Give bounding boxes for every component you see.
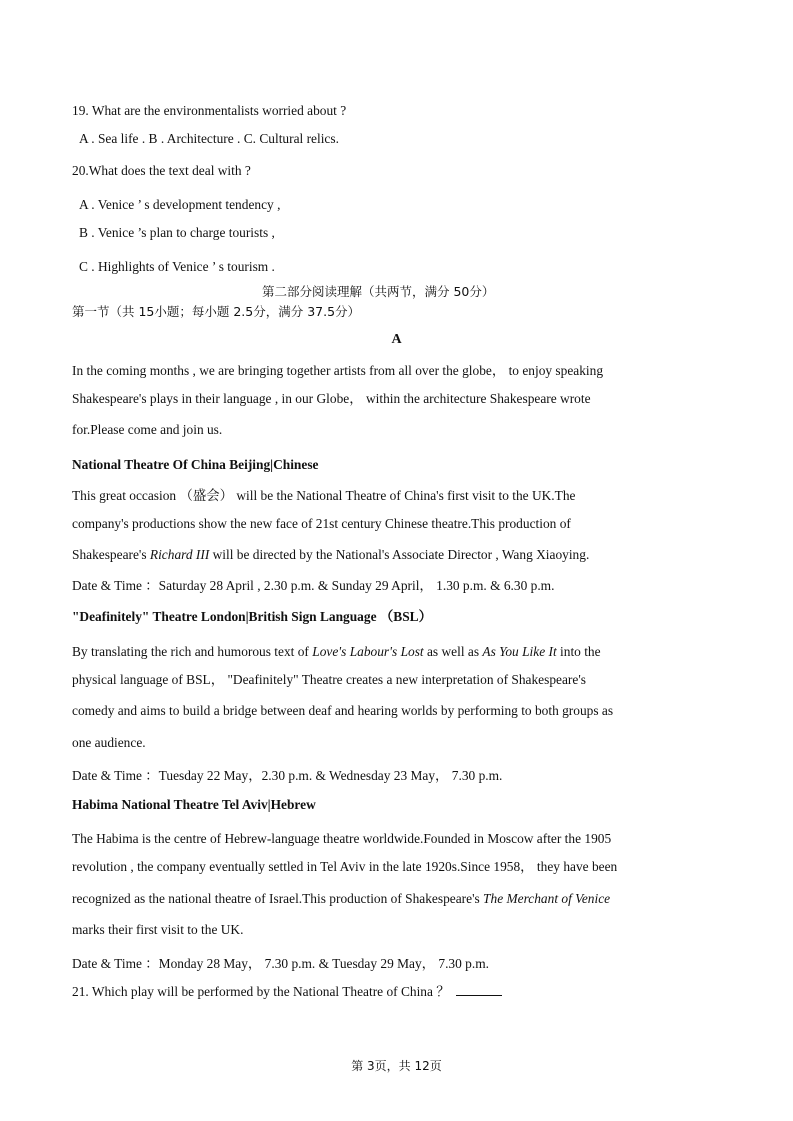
habima-line-1: The Habima is the centre of Hebrew-language theatre worldwide.Founded in Moscow after the 1905 <box>72 831 612 846</box>
question-19-stem: 19. What are the environmentalists worried about ? <box>72 103 347 118</box>
play-merchant-of-venice: The Merchant of Venice <box>483 891 611 906</box>
section-1-title: 第一节（共 15小题；每小题 2.5分，满分 37.5分） <box>72 304 361 319</box>
part-2-title: 第二部分阅读理解（共两节，满分 50分） <box>262 284 495 299</box>
habima-line-2: revolution , the company eventually settled in Tel Aviv in the late 1920s.Since 1958， they have been <box>72 859 618 874</box>
page-footer: 第 3页，共 12页 <box>351 1059 442 1073</box>
deaf-line-1-pre: By translating the rich and humorous text of <box>72 644 313 659</box>
habima-heading: Habima National Theatre Tel Aviv|Hebrew <box>72 797 316 812</box>
china-line-3-post: will be directed by the National's Associate Director , Wang Xiaoying. <box>209 547 590 562</box>
question-20-option-b: B . Venice ’s plan to charge tourists , <box>79 225 275 240</box>
china-heading: National Theatre Of China Beijing|Chinese <box>72 457 319 472</box>
deaf-line-3: comedy and aims to build a bridge between deaf and hearing worlds by performing to both groups as <box>72 703 614 718</box>
question-19-options: A . Sea life . B . Architecture . C. Cultural relics. <box>79 131 339 146</box>
question-21-stem <box>72 983 502 1001</box>
deaf-line-1-post: into the <box>556 644 601 659</box>
answer-blank[interactable] <box>456 983 502 996</box>
habima-line-3 <box>72 890 610 908</box>
passage-letter: A <box>391 332 402 347</box>
play-loves-labours-lost: Love's Labour's Lost <box>312 644 424 659</box>
intro-line-1: In the coming months , we are bringing together artists from all over the globe， to enjoy speaking <box>72 363 604 378</box>
china-line-1: This great occasion （盛会） will be the National Theatre of China's first visit to the UK.The <box>72 488 576 503</box>
deaf-line-2: physical language of BSL， "Deafinitely" Theatre creates a new interpretation of Shakespeare's <box>72 672 586 687</box>
habima-datetime: Date & Time ：Monday 28 May， 7.30 p.m. & Tuesday 29 May， 7.30 p.m. <box>72 956 489 971</box>
play-richard-iii: Richard III <box>149 547 210 562</box>
habima-line-4: marks their first visit to the UK. <box>72 922 244 937</box>
question-20-stem: 20.What does the text deal with ? <box>72 163 251 178</box>
question-20-option-c: C . Highlights of Venice ’ s tourism . <box>79 259 275 274</box>
china-line-3 <box>72 546 589 564</box>
play-as-you-like-it: As You Like It <box>482 644 557 659</box>
china-datetime: Date & Time ：Saturday 28 April , 2.30 p.m. & Sunday 29 April， 1.30 p.m. & 6.30 p.m. <box>72 578 555 593</box>
deaf-heading: "Deafinitely" Theatre London|British Sign Language （BSL） <box>72 609 432 624</box>
deaf-datetime: Date & Time ：Tuesday 22 May，2.30 p.m. & Wednesday 23 May， 7.30 p.m. <box>72 768 503 783</box>
china-line-3-pre: Shakespeare's <box>72 547 150 562</box>
question-20-option-a: A . Venice ’ s development tendency , <box>79 197 281 212</box>
deaf-line-4: one audience. <box>72 735 146 750</box>
intro-line-3: for.Please come and join us. <box>72 422 223 437</box>
habima-line-3-pre: recognized as the national theatre of Israel.This production of Shakespeare's <box>72 891 484 906</box>
intro-line-2: Shakespeare's plays in their language , in our Globe， within the architecture Shakespeare wrote <box>72 391 591 406</box>
question-21-text: 21. Which play will be performed by the National Theatre of China ？ <box>72 984 450 999</box>
deaf-line-1 <box>72 643 601 661</box>
deaf-line-1-mid: as well as <box>423 644 483 659</box>
china-line-2: company's productions show the new face of 21st century Chinese theatre.This production of <box>72 516 571 531</box>
